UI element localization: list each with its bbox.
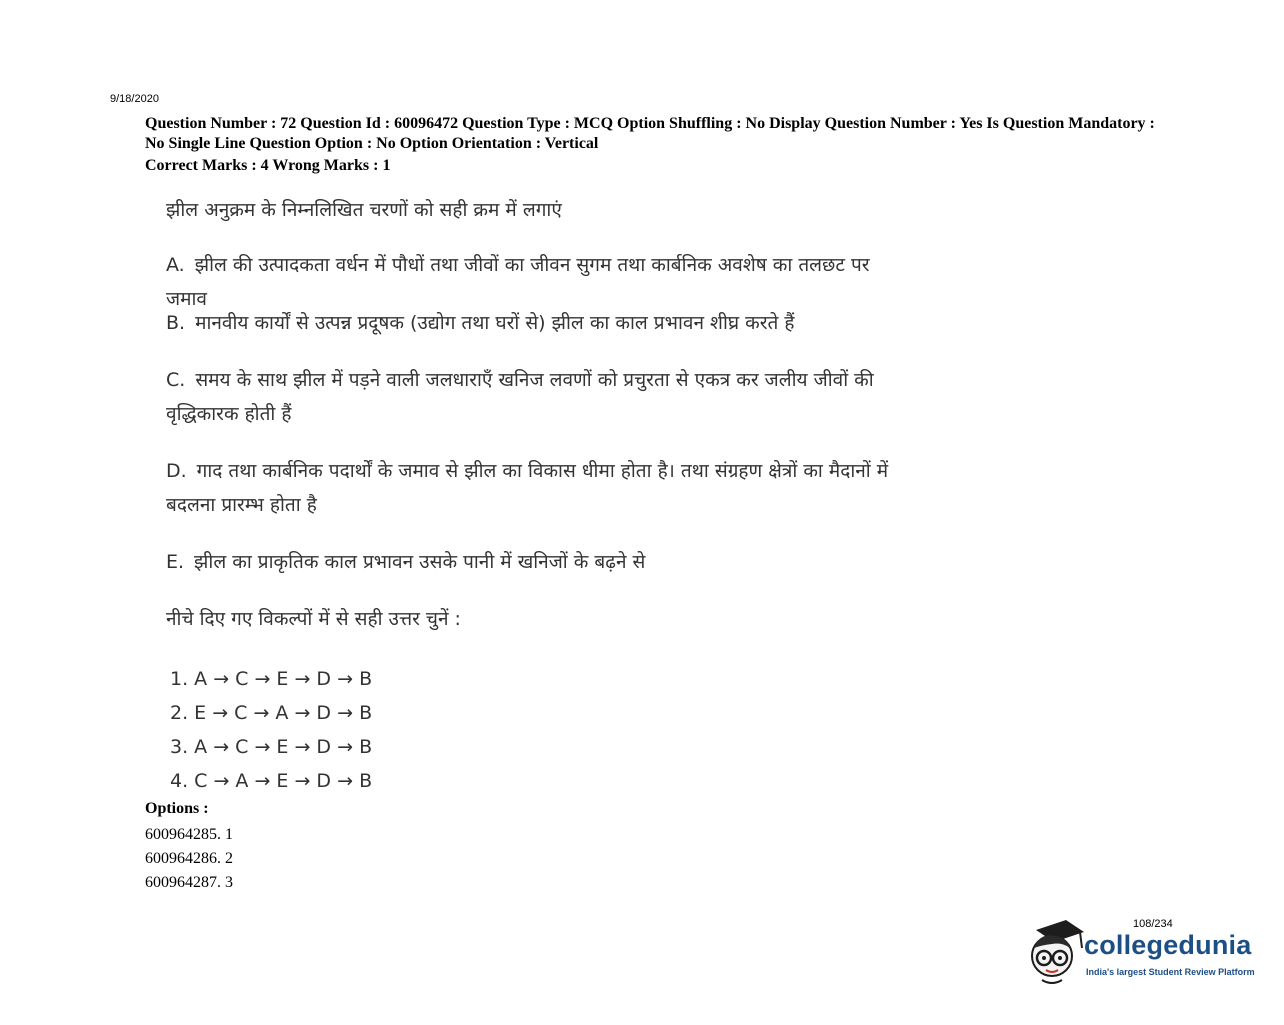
answer-choices bbox=[170, 662, 372, 798]
statement-text: समय के साथ झील में पड़ने वाली जलधाराएँ खनिज लवणों को प्रचुरता से एकत्र कर जलीय जीवों की वृद्धिकारक होती हैं bbox=[166, 369, 874, 425]
statement-text: मानवीय कार्यों से उत्पन्न प्रदूषक (उद्योग तथा घरों से) झील का काल प्रभावन शीघ्र करते हैं bbox=[195, 312, 795, 334]
option-item: 600964285. 1 bbox=[145, 826, 233, 843]
question-title: झील अनुक्रम के निम्नलिखित चरणों को सही क्रम में लगाएं bbox=[166, 199, 562, 221]
options-heading: Options : bbox=[145, 800, 209, 817]
option-item: 600964286. 2 bbox=[145, 850, 233, 867]
statement-text: झील की उत्पादकता वर्धन में पौधों तथा जीवों का जीवन सुगम तथा कार्बनिक अवशेष का तलछट पर जमाव bbox=[166, 254, 870, 310]
choice-3: 3. A → C → E → D → B bbox=[170, 736, 373, 758]
statement-text: गाद तथा कार्बनिक पदार्थों के जमाव से झील का विकास धीमा होता है। तथा संग्रहण क्षेत्रों का मैदानों में बदलना प्रारम्भ होता है bbox=[166, 460, 889, 516]
brand-name: collegedunia bbox=[1084, 930, 1252, 960]
choice-4: 4. C → A → E → D → B bbox=[170, 770, 373, 792]
statement-label: E. bbox=[166, 551, 185, 573]
statement-label: A. bbox=[166, 254, 185, 276]
brand-tagline: India's largest Student Review Platform bbox=[1086, 967, 1255, 977]
choice-2: 2. E → C → A → D → B bbox=[170, 702, 373, 724]
statement-b bbox=[166, 306, 906, 340]
option-item: 600964287. 3 bbox=[145, 874, 233, 891]
print-date: 9/18/2020 bbox=[110, 93, 159, 105]
statement-label: C. bbox=[166, 369, 186, 391]
statement-c bbox=[166, 363, 906, 431]
statement-d bbox=[166, 454, 906, 522]
choice-1: 1. A → C → E → D → B bbox=[170, 668, 373, 690]
marks-info: Correct Marks : 4 Wrong Marks : 1 bbox=[145, 157, 391, 174]
statement-e bbox=[166, 545, 906, 579]
question-metadata: Question Number : 72 Question Id : 60096472 Question Type : MCQ Option Shuffling : No Display Question Number : Yes Is Question Mandatory : No Single Line Question Option : No Option Orientation : Vertical bbox=[145, 115, 1155, 152]
page-number: 108/234 bbox=[1133, 918, 1173, 930]
options-list bbox=[145, 823, 233, 895]
statement-label: B. bbox=[166, 312, 186, 334]
question-prompt: नीचे दिए गए विकल्पों में से सही उत्तर चुनें : bbox=[166, 608, 461, 630]
statement-label: D. bbox=[166, 460, 187, 482]
statement-text: झील का प्राकृतिक काल प्रभावन उसके पानी में खनिजों के बढ़ने से bbox=[194, 551, 646, 573]
